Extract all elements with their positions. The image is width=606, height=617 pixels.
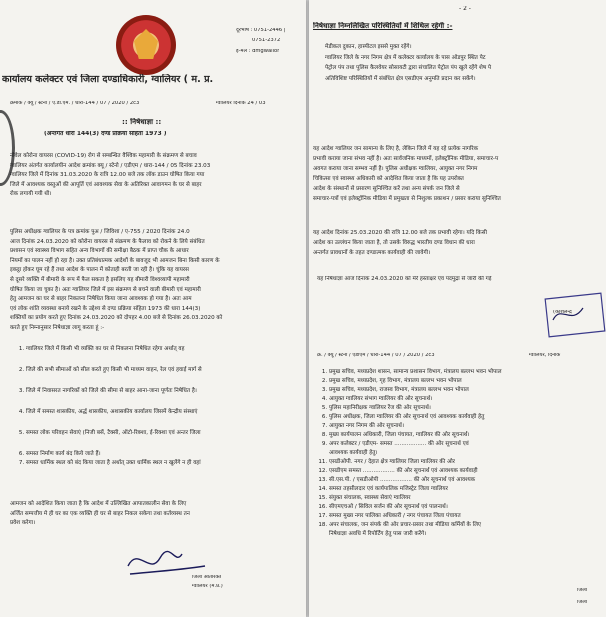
- text-line: नियमों का पालन नहीं हो रहा है। उक्त प्रतिबंधात्मक आदेशों के बावजूद भी आमजन बिना किसी कारण के: [10, 257, 220, 264]
- list-item: 2. जिले की सभी सीमाओं को सील करते हुए किसी भी माध्यम वाहन, रेल एवं हवाई मार्ग से: [26, 366, 304, 375]
- list-item: 6. पुलिस अधीक्षक, जिला ग्वालियर की ओर सूचनार्थ एवं आवश्यक कार्यवाही हेतु: [329, 413, 606, 422]
- text-line: आदेश का उल्लंघन किया जाता है, तो उसके विरुद्ध भारतीय दण्ड विधान की धारा: [313, 240, 475, 246]
- page-number: - 2 -: [459, 6, 471, 12]
- signature-tail-1: जिला: [577, 588, 588, 593]
- signature-tail-2: जिला: [577, 600, 588, 605]
- signature-designation: जिला अतिरिक्त: [192, 575, 222, 580]
- list-item: 1. ग्वालियर जिले में किसी भी व्यक्ति का घर से निकलना निषेधित रहेगा अर्थात् वह: [26, 345, 304, 354]
- text-line: पेट्रोल पंप तथा पुलिस कैलवेयर सोसायटी द्वारा संचालित पेट्रोल पंप खुले रहेंगे शेष पे: [325, 65, 492, 71]
- issue-statement: यह निषेधाज्ञा आज दिनांक 24.03.2020 को मेरे हस्ताक्षर एवं पदमुद्रा से जारी की गई: [317, 276, 492, 282]
- list-item: 15. संयुक्त संचालक, स्वास्थ्य सेवाएं ग्वालियर: [329, 494, 606, 503]
- order-heading: :: निषेधाज्ञा ::: [122, 118, 162, 126]
- list-item: 3. प्रमुख सचिव, मध्यप्रदेश, राजस्व विभाग, मंत्रालय बल्लभ भवन भोपाल: [329, 386, 606, 395]
- list-item: 5. पुलिस महानिरीक्षक ग्वालियर रेंज की ओर सूचनार्थ।: [329, 404, 606, 413]
- exemptions-list: [325, 42, 606, 102]
- text-line: आदेश के संस्थानों से प्रसारण सुनिश्चित करें तथा अन्य संपर्क जन जिले से: [313, 186, 460, 192]
- paragraph-validity: [313, 228, 606, 260]
- signature-location: ग्वालियर (म.प्र.): [192, 584, 223, 589]
- text-line: अर्जित सम्पत्तीय मे ही घर का एक व्यक्ति ही घर से बाहर निकल सकेगा तथा कर्तव्यस्थ तन: [10, 510, 190, 517]
- list-item: आवश्यक कार्यवाही हेतु।: [329, 450, 378, 456]
- list-item: 4. आयुक्त ग्वालियर संभाग ग्वालियर की ओर सूचनार्थ।: [329, 395, 606, 404]
- list-item: 7. समस्त धार्मिक स्थल को बंद किया जाता है अर्थात् उक्त धार्मिक स्थल न खुलेंगे न ही वहां: [26, 459, 304, 468]
- list-item: 8. मुख्य कार्यपालन अधिकारी, जिला पंचायत, ग्वालियर की ओर सूचनार्थ।: [329, 431, 606, 440]
- list-item: 2. प्रमुख सचिव, मध्यप्रदेश, गृह विभाग, मंत्रालय बल्लभ भवन भोपाल: [329, 377, 606, 386]
- list-item: 9. अपर कलेक्टर / एडीएम- समस्त .................. की ओर सूचनार्थ एवं: [329, 440, 606, 449]
- text-line: प्रभावी कराया जाना संभव नहीं है। अतः सार्वजनिक माध्यमों, इलेक्ट्रॉनिक मीडिया, समाचार-प: [313, 156, 499, 162]
- order-date: ग्वालियर दिनांक 24 / 03: [216, 101, 266, 106]
- text-line: चिकित्सा एवं स्वास्थ्य अधिकारी को आदेशित किया जाता है कि यह उपरोक्त: [313, 176, 464, 182]
- text-line: घोषित किया जा चुका है। अतः ग्वालियर जिले में इस संक्रमण से बचने वाली बीमारी एवं महामारी: [10, 286, 201, 293]
- list-item: 17. समस्त मुख्य नगर पालिका अधिकारी / नगर पंचायत जिला पंचायत: [329, 512, 606, 521]
- text-line: आमजन को आदेशित किया जाता है कि आदेश में उल्लिखित आपातकालीन सेवा के लिए: [10, 501, 187, 507]
- order-subheading: (अन्तर्गत धारा 144(3) दण्ड प्रक्रिया संहिता 1973 ): [44, 131, 167, 137]
- government-seal-logo: [116, 15, 176, 75]
- text-line: यह आदेश ग्वालियर जन सामान्य के लिए है, लेकिन जिले में यह रहे प्रत्येक नागरिक: [313, 146, 478, 152]
- list-item: 18. अपर संचालक, जन संपर्क की ओर प्रचार-प्रसार तथा मीडिया कर्मियों के लिए: [329, 521, 606, 530]
- contact-phone-1: दूरभाष : 0751-2446 |: [236, 28, 286, 33]
- contact-phone-2: 0751-2372: [252, 38, 281, 43]
- text-line: आज दिनांक 24.03.2020 को कोरोना वायरस से संक्रमण के फैलाव को रोकने के लिये संबंधित: [10, 238, 205, 245]
- text-line: पुलिस अधीक्षक ग्वालियर के पत्र क्रमांक पुअ / जिविशा / ए-755 / 2020 दिनांक 24.0: [10, 229, 190, 235]
- list-item: 4. जिले में समस्त शासकीय, अर्द्ध शासकीय, अशासकीय कार्यालय जिसमें केन्द्रीय संस्थाएं: [26, 408, 304, 417]
- text-line: ग्वालियर जिले के नगर निगम क्षेत्र में कलेक्टर कार्यालय के पास ओडपुर स्थित पेट: [325, 54, 486, 61]
- text-line: रोक लगायी गयी थी।: [10, 191, 52, 198]
- list-item: 11. एसडीओपी. नगर / देहात क्षेत्र ग्वालियर जिला ग्वालियर की ओर: [329, 458, 606, 467]
- copy-date: ग्वालियर, दिनांक: [529, 353, 561, 358]
- text-line: प्रशासन एवं स्वास्थ्य विभाग सहित अन्य विभागों की समीक्षा बैठक में प्राप्त चौक के आधार: [10, 248, 189, 255]
- official-stamp: [541, 290, 606, 340]
- office-title: कार्यालय कलेक्टर एवं जिला दण्डाधिकारी, ग्वालियर ( म. प्र.: [2, 74, 214, 85]
- text-line: यह आदेश दिनांक 25.03.2020 की रात्रि 12.00 बजे तक प्रभावी रहेगा। यदि किसी: [313, 230, 487, 236]
- text-line: से दूसरे व्यक्ति में बीमारी के रूप में फैल सकता है इसलिए यह बीमारी विश्वव्यापी महामारी: [10, 276, 190, 283]
- text-line: अतिविशिष्ट परिस्थितियों में संबंधित क्षेत्र एसडीएम अनुमति प्रदान कर सकेंगे।: [325, 75, 476, 82]
- contact-email: ई-मेल : dmgwalior: [236, 49, 280, 54]
- text-line: इकट्ठा होकर घूम रहे हैं तथा आदेश के पालन में कोताही बरती जा रही है। चूंकि यह वायरस: [10, 267, 189, 274]
- order-reference: क्रमांक / क्यू / स्टेनो / ए.डी.एम. / धारा-144 / 07 / 2020 / 2c3: [10, 101, 140, 106]
- text-line: समाचार-पत्रों एवं इलेक्ट्रॉनिक मीडिया में प्रमुखता से निशुल्क प्रकाशन / प्रसार कराया सुनिश्चित: [313, 196, 501, 202]
- text-line: प्रवेश करेगा।: [10, 520, 36, 527]
- order-page-2: [309, 0, 606, 617]
- list-item: निषेधाज्ञा अवधि में रिपोर्टिंग हेतु पास जारी करेंगे।: [329, 531, 427, 537]
- copy-distribution-list: [317, 368, 606, 600]
- prohibitions-list: [14, 345, 304, 495]
- list-item: 3. जिले में निवासरत नागरिकों को जिले की सीमा से बाहर आना-जाना पूर्णतः निषेधित है।: [26, 387, 304, 396]
- text-line: करते हुए निम्नानुसार निषेधाज्ञा लागू करता हूं :-: [10, 324, 105, 331]
- text-line: हेतु आमजन का घर से बाहर निकलना निषेधित किया जाना आवश्यक हो गया है। अतः आम: [10, 296, 192, 303]
- list-item: 12. एसडीएम समस्त .................. की ओर सूचनार्थ एवं आवश्यक कार्यवाही: [329, 467, 606, 476]
- list-item: 6. समस्त निर्माण कार्य बंद किये जाते हैं।: [26, 450, 304, 459]
- copy-reference: क्र. / क्यू / स्टेनो / एडीएम / धारा-144 / 07 / 2020 / 2c3: [317, 353, 435, 358]
- text-line: ग्वालियर अंतर्गत कार्यालयीन आदेश क्रमांक क्यू / स्टेनो / एडीएम / धारा-144 / 05 दिनांक 23.03: [10, 162, 211, 169]
- text-line: अवगत कराया जाना सम्भव नहीं है। पुलिस अधीक्षक ग्वालियर, आयुक्त नगर निगम: [313, 166, 478, 172]
- text-line: अन्तर्गत प्रावधानों के तहत दण्डात्मक कार्यवाही की जावेगी।: [313, 250, 431, 256]
- list-item: 7. आयुक्त नगर निगम की ओर सूचनार्थ।: [329, 422, 606, 431]
- list-item: 5. समस्त लोक परिवहन सेवाएं (निजी बसें, टैक्सी, ऑटो-रिक्शा, ई-रिक्शा एवं अन्तर जिला: [26, 429, 304, 438]
- paragraph-intro: [10, 152, 304, 210]
- text-line: ग्वालियर जिले में दिनांक 31.03.2020 के रात्रि 12.00 बजे तक लॉक डाउन घोषित किया गया: [10, 172, 205, 179]
- list-item: 13. सी.एस.पी. / एसडीओपी .................. की ओर सूचनार्थ एवं आवश्यक: [329, 476, 606, 485]
- text-line: जिले में आवश्यक वस्तुओं की आपूर्ति एवं आवश्यक सेवा के अतिरिक्त आवागमन के घर से बाहर: [10, 181, 202, 188]
- paragraph-closing: [10, 500, 304, 532]
- paragraph-publicity: [313, 144, 606, 206]
- list-item: 16. सीएमएचओ / सिविल सर्जन की ओर सूचनार्थ एवं पालनार्थ।: [329, 503, 606, 512]
- exemptions-title: निषेधाज्ञा निम्नलिखित परिस्थितियों में शिथिल रहेगी :-: [313, 22, 453, 30]
- text-line: शक्तियों का प्रयोग करते हुए दिनांक 24.03.2020 को दोपहर 4.00 बजे से दिनांक 26.03.2020 को: [10, 315, 223, 322]
- officer-name: (कौशलन्द्र: [553, 310, 572, 315]
- paragraph-police-report: [10, 228, 304, 336]
- list-item: 1. प्रमुख सचिव, मध्यप्रदेश शासन, सामान्य प्रशासन विभाग, मंत्रालय बल्लभ भवन भोपाल: [329, 368, 606, 377]
- text-line: एवं लोक शांति व्यवस्था बनाये रखने के उद्देश्य से दण्ड प्रक्रिया संहिता 1973 की धारा 144(3): [10, 305, 201, 312]
- text-line: मेडीकल दुकान, हास्पीटल इससे मुक्त रहेंगे।: [325, 44, 412, 50]
- list-item: 14. समस्त तहसीलदार एवं कार्यपालिक मजिस्ट्रेट जिला ग्वालियर: [329, 485, 606, 494]
- text-line: नोवेल कोरोना वायरस (COVID-19) रोग से सम्बन्धित वैश्विक महामारी के संक्रमण से बचाव: [10, 153, 197, 159]
